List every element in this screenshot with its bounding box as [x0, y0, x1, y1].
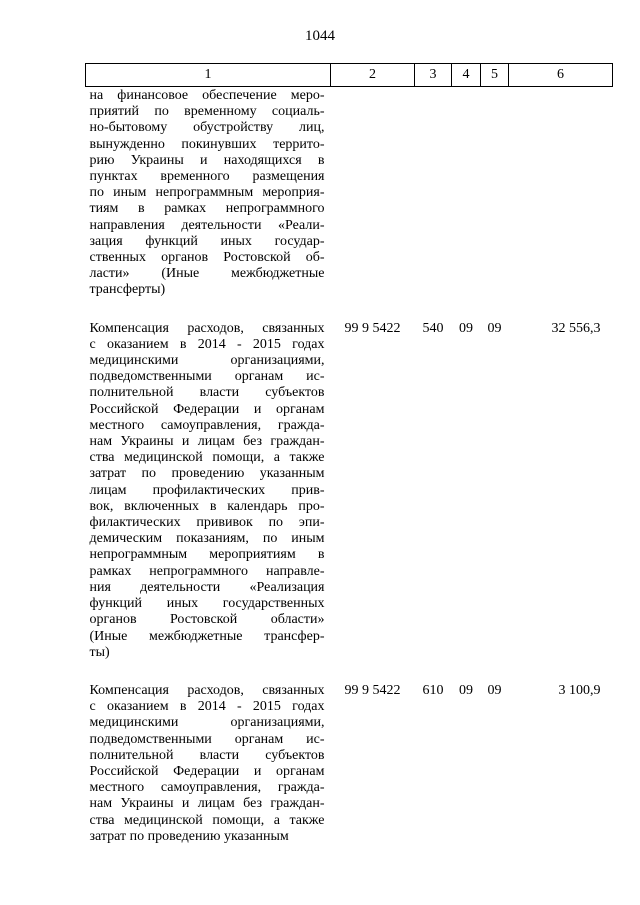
description-line: с оказанием в 2014 - 2015 годах [89, 699, 325, 715]
description-line: нам Украины и лицам без граждан- [89, 796, 325, 812]
page-number: 1044 [305, 28, 335, 44]
table-body [86, 87, 613, 845]
table-row [86, 321, 613, 683]
description-line: ния деятельности «Реализация [89, 579, 325, 595]
description-line: филактических прививок по эпи- [89, 515, 325, 531]
header-col-4: 4 [452, 64, 481, 87]
description-line: подведомственными органам ис- [89, 369, 325, 385]
description-line: рию Украины и находящихся в [89, 152, 325, 168]
description-line: затрат по проведению указанным [89, 466, 325, 482]
section-code: 09 [459, 682, 473, 698]
row-description [86, 683, 331, 845]
description-line: пунктах временного размещения [89, 169, 325, 185]
description-line: но-бытовому обустройству лиц, [89, 120, 325, 136]
description-line: подведомственными органам ис- [89, 731, 325, 747]
description-line: нам Украины и лицам без граждан- [89, 434, 325, 450]
description-line: рамках непрограммного направле- [89, 563, 325, 579]
description-line: на финансовое обеспечение меро- [89, 88, 325, 103]
description-line: вынужденно покинувших террито- [89, 136, 325, 152]
description-line: ства медицинской помощи, а также [89, 450, 325, 466]
description-line: полнительной власти субъектов [89, 747, 325, 763]
description-line: ства медицинской помощи, а также [89, 812, 325, 828]
description-line: зация функций иных государ- [89, 233, 325, 249]
target-article-code [331, 87, 415, 321]
amount-value: 32 556,3 [551, 320, 601, 336]
description-line: местного самоуправления, гражда- [89, 780, 325, 796]
description-line: по иным непрограммным мероприя- [89, 185, 325, 201]
expense-type-code: 610 [422, 682, 444, 698]
budget-table [85, 63, 613, 845]
subsection-code: 09 [487, 682, 502, 698]
expense-type-code [415, 87, 452, 321]
header-col-2: 2 [331, 64, 415, 87]
description-line: ласти» (Иные межбюджетные [89, 266, 325, 282]
description-line: медицинскими организациями, [89, 353, 325, 369]
amount-value [509, 87, 613, 321]
description-line: демическим показаниям, по иным [89, 531, 325, 547]
description-line: местного самоуправления, гражда- [89, 417, 325, 433]
description-line: затрат по проведению указанным [89, 828, 289, 844]
expense-type-code: 540 [422, 320, 444, 336]
description-line: Российской Федерации и органам [89, 401, 325, 417]
row-description [86, 321, 331, 683]
target-article-code: 99 9 5422 [344, 320, 401, 336]
target-article-code: 99 9 5422 [344, 682, 401, 698]
section-code [452, 87, 481, 321]
row-description [86, 87, 331, 321]
description-line: Российской Федерации и органам [89, 763, 325, 779]
section-code: 09 [459, 320, 473, 336]
description-line: медицинскими организациями, [89, 715, 325, 731]
description-line: ты) [89, 644, 110, 660]
description-line: полнительной власти субъектов [89, 385, 325, 401]
header-col-1: 1 [86, 64, 331, 87]
description-line: вок, включенных в календарь про- [89, 498, 325, 514]
header-col-3: 3 [415, 64, 452, 87]
table-row [86, 683, 613, 845]
description-line: Компенсация расходов, связанных [89, 320, 325, 336]
subsection-code [481, 87, 509, 321]
header-col-5: 5 [481, 64, 509, 87]
description-line: Компенсация расходов, связанных [89, 682, 325, 698]
table-row [86, 87, 613, 321]
header-col-6: 6 [509, 64, 613, 87]
description-line: с оказанием в 2014 - 2015 годах [89, 336, 325, 352]
subsection-code: 09 [487, 320, 502, 336]
description-line: функций иных государственных [89, 596, 325, 612]
description-line: приятий по временному социаль- [89, 104, 325, 120]
description-line: непрограммным мероприятиям в [89, 547, 325, 563]
description-line: лицам профилактических прив- [89, 482, 325, 498]
description-line: органов Ростовской области» [89, 612, 325, 628]
description-line: тиям в рамках непрограммного [89, 201, 325, 217]
description-line: направления деятельности «Реали- [89, 217, 325, 233]
description-line: (Иные межбюджетные трансфер- [89, 628, 325, 644]
amount-value: 3 100,9 [558, 682, 601, 698]
table-header-row [86, 64, 613, 87]
description-line: трансферты) [89, 282, 166, 298]
description-line: ственных органов Ростовской об- [89, 250, 325, 266]
